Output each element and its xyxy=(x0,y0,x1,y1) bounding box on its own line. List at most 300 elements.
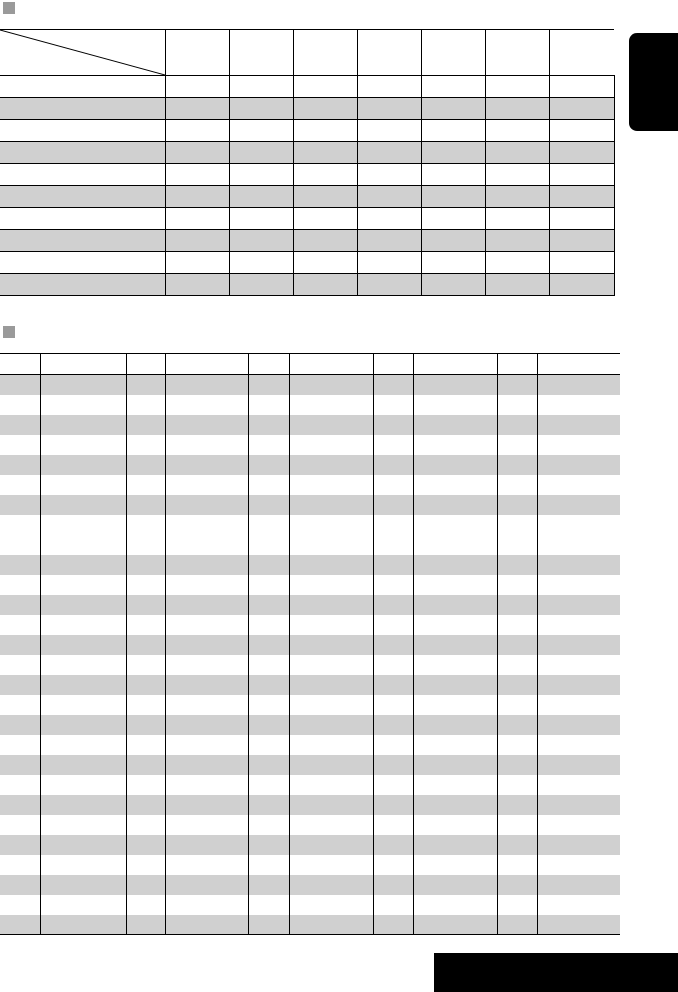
table-2-cell xyxy=(0,815,40,835)
table-2-cell xyxy=(126,435,165,455)
table-2-row xyxy=(0,775,620,795)
table-2-cell xyxy=(126,715,165,735)
table-2-cell xyxy=(289,815,373,835)
table-2-cell xyxy=(289,875,373,895)
table-2-cell xyxy=(165,835,248,855)
table-2-cell xyxy=(126,495,165,515)
table-2-cell xyxy=(248,875,289,895)
table-2-cell xyxy=(126,515,165,555)
table-2-cell xyxy=(40,775,126,795)
table-2-row xyxy=(0,615,620,635)
table-2-cell xyxy=(497,575,537,595)
table-2-cell xyxy=(289,715,373,735)
table-2-cell xyxy=(497,715,537,735)
table-2-cell xyxy=(40,835,126,855)
table-2-cell xyxy=(40,455,126,475)
table-2-cell xyxy=(497,435,537,455)
table-2-cell xyxy=(165,615,248,635)
table-2-cell xyxy=(248,735,289,755)
table-2-cell xyxy=(373,635,413,655)
table-2-cell xyxy=(537,655,620,675)
table-2-cell xyxy=(289,495,373,515)
table-2-row xyxy=(0,595,620,615)
table-2-row xyxy=(0,575,620,595)
table-2-cell xyxy=(0,675,40,695)
table-2-cell xyxy=(165,575,248,595)
table-2-cell xyxy=(126,815,165,835)
table-2-cell xyxy=(413,655,497,675)
table-2-cell xyxy=(165,895,248,915)
table-2-cell xyxy=(0,795,40,815)
table-2-cell xyxy=(537,615,620,635)
table-2-cell xyxy=(413,835,497,855)
table-2-cell xyxy=(165,855,248,875)
table-2-cell xyxy=(373,495,413,515)
table-2-row xyxy=(0,675,620,695)
table-2-cell xyxy=(413,615,497,635)
table-2-cell xyxy=(40,395,126,415)
table-2-cell xyxy=(126,475,165,495)
table-2-cell xyxy=(497,655,537,675)
table-2-cell xyxy=(126,855,165,875)
table-2-cell xyxy=(537,635,620,655)
table-2-cell xyxy=(126,875,165,895)
table-2-row xyxy=(0,655,620,675)
table-2-cell xyxy=(373,755,413,775)
table-2-cell xyxy=(126,735,165,755)
table-2-cell xyxy=(289,395,373,415)
table-1-row xyxy=(0,98,614,120)
table-2-cell xyxy=(0,495,40,515)
table-2-cell xyxy=(40,615,126,635)
table-2-cell xyxy=(537,795,620,815)
table-2-row xyxy=(0,635,620,655)
table-2-cell xyxy=(497,675,537,695)
table-2-cell xyxy=(497,795,537,815)
table-2-cell xyxy=(248,595,289,615)
table-2-row xyxy=(0,475,620,495)
table-2-cell xyxy=(40,495,126,515)
table-2-cell xyxy=(248,455,289,475)
table-2-cell xyxy=(373,555,413,575)
table-2-cell xyxy=(289,575,373,595)
table-2-cell xyxy=(165,815,248,835)
table-2-cell xyxy=(165,475,248,495)
table-2-cell xyxy=(289,475,373,495)
table-2-cell xyxy=(537,455,620,475)
table-2-cell xyxy=(0,635,40,655)
table-2-cell xyxy=(537,735,620,755)
table-2-cell xyxy=(165,875,248,895)
table-2-row xyxy=(0,395,620,415)
table-2-cell xyxy=(497,375,537,395)
table-2-cell xyxy=(248,515,289,555)
table-2-cell xyxy=(0,855,40,875)
table-2-cell xyxy=(0,595,40,615)
table-2-cell xyxy=(40,435,126,455)
table-2-cell xyxy=(248,895,289,915)
table-2-cell xyxy=(413,775,497,795)
table-2-cell xyxy=(413,715,497,735)
table-2-cell xyxy=(537,695,620,715)
table-2-cell xyxy=(40,755,126,775)
table-2-cell xyxy=(40,795,126,815)
table-2-cell xyxy=(497,895,537,915)
table-2-cell xyxy=(497,755,537,775)
table-2-cell xyxy=(165,675,248,695)
table-2-cell xyxy=(40,875,126,895)
table-2-cell xyxy=(413,595,497,615)
table-2-cell xyxy=(373,895,413,915)
table-2-cell xyxy=(40,895,126,915)
table-2-cell xyxy=(413,515,497,555)
table-2-cell xyxy=(373,795,413,815)
table-2-cell xyxy=(497,635,537,655)
table-2-row xyxy=(0,755,620,775)
table-2-cell xyxy=(248,775,289,795)
table-2-cell xyxy=(40,375,126,395)
table-2-cell xyxy=(40,555,126,575)
table-2-cell xyxy=(413,855,497,875)
table-2-cell xyxy=(537,835,620,855)
table-2-cell xyxy=(289,615,373,635)
table-2-cell xyxy=(497,695,537,715)
table-2-cell xyxy=(497,555,537,575)
table-2-cell xyxy=(497,515,537,555)
table-2-cell xyxy=(165,775,248,795)
diagonal-divider xyxy=(0,30,165,75)
table-2-cell xyxy=(289,895,373,915)
table-2-cell xyxy=(413,755,497,775)
table-2-cell xyxy=(126,755,165,775)
table-2-cell xyxy=(537,415,620,435)
table-2-cell xyxy=(0,775,40,795)
table-2-cell xyxy=(248,495,289,515)
table-1-row xyxy=(0,274,614,296)
table-1-row xyxy=(0,120,614,142)
table-2-cell xyxy=(413,475,497,495)
table-2-row xyxy=(0,795,620,815)
table-1-header-cell xyxy=(421,30,485,76)
table-2-cell xyxy=(0,695,40,715)
table-2-cell xyxy=(248,695,289,715)
table-2-row xyxy=(0,875,620,895)
table-2-cell xyxy=(413,895,497,915)
table-2-cell xyxy=(497,735,537,755)
table-2-row xyxy=(0,915,620,935)
table-2-row xyxy=(0,515,620,555)
table-2-cell xyxy=(40,575,126,595)
table-2-cell xyxy=(165,455,248,475)
table-2-cell xyxy=(289,675,373,695)
table-2-cell xyxy=(0,575,40,595)
table-2-cell xyxy=(165,635,248,655)
table-2-cell xyxy=(248,395,289,415)
table-2-row xyxy=(0,495,620,515)
table-2-cell xyxy=(497,415,537,435)
table-2-cell xyxy=(413,555,497,575)
table-2-cell xyxy=(126,575,165,595)
table-2-cell xyxy=(40,475,126,495)
table-1-corner-cell xyxy=(0,30,165,76)
table-2-cell xyxy=(289,435,373,455)
table-2-cell xyxy=(248,715,289,735)
table-1-row xyxy=(0,76,614,98)
table-1-row xyxy=(0,252,614,274)
table-2-cell xyxy=(0,715,40,735)
table-2-row xyxy=(0,695,620,715)
table-2-cell xyxy=(537,575,620,595)
table-2-cell xyxy=(373,855,413,875)
table-2-cell xyxy=(537,755,620,775)
table-2-cell xyxy=(413,695,497,715)
table-1-row xyxy=(0,186,614,208)
table-2-row xyxy=(0,895,620,915)
table-2-cell xyxy=(248,675,289,695)
table-2-cell xyxy=(373,915,413,935)
table-2-cell xyxy=(289,775,373,795)
table-2-cell xyxy=(165,495,248,515)
table-2-cell xyxy=(537,395,620,415)
table-2-cell xyxy=(126,835,165,855)
table-2-cell xyxy=(165,375,248,395)
table-2 xyxy=(0,353,620,935)
table-2-cell xyxy=(165,695,248,715)
table-1-header-cell xyxy=(165,30,229,76)
table-2-cell xyxy=(289,735,373,755)
table-2-cell xyxy=(165,435,248,455)
table-2-cell xyxy=(497,915,537,935)
table-2-cell xyxy=(165,755,248,775)
table-2-cell xyxy=(0,555,40,575)
table-2-cell xyxy=(373,455,413,475)
table-2-row xyxy=(0,375,620,395)
table-2-cell xyxy=(165,395,248,415)
table-2-cell xyxy=(373,815,413,835)
table-2-header-row xyxy=(0,354,620,375)
table-2-cell xyxy=(413,875,497,895)
table-2-cell xyxy=(497,455,537,475)
table-2-cell xyxy=(373,415,413,435)
table-2-cell xyxy=(413,495,497,515)
table-2-cell xyxy=(413,375,497,395)
table-2-cell xyxy=(126,395,165,415)
table-2-cell xyxy=(413,795,497,815)
table-2-cell xyxy=(165,655,248,675)
table-2-cell xyxy=(40,855,126,875)
table-2-cell xyxy=(537,495,620,515)
table-2-row xyxy=(0,855,620,875)
table-2-cell xyxy=(248,755,289,775)
table-2-cell xyxy=(373,575,413,595)
table-2-cell xyxy=(248,555,289,575)
table-2-cell xyxy=(413,395,497,415)
table-2-cell xyxy=(0,835,40,855)
table-2-cell xyxy=(373,835,413,855)
table-2-cell xyxy=(248,415,289,435)
table-1-row xyxy=(0,142,614,164)
table-2-cell xyxy=(0,755,40,775)
table-2-cell xyxy=(40,515,126,555)
table-2-cell xyxy=(165,595,248,615)
table-2-cell xyxy=(289,915,373,935)
table-2-cell xyxy=(0,435,40,455)
table-2-cell xyxy=(537,475,620,495)
table-2-cell xyxy=(289,635,373,655)
table-2-cell xyxy=(248,375,289,395)
table-2-row xyxy=(0,415,620,435)
table-2-cell xyxy=(165,555,248,575)
table-2-cell xyxy=(289,695,373,715)
table-2-cell xyxy=(126,415,165,435)
table-2-cell xyxy=(126,675,165,695)
table-2-cell xyxy=(0,655,40,675)
table-2-cell xyxy=(40,735,126,755)
table-1-header-cell xyxy=(293,30,357,76)
table-2-cell xyxy=(497,815,537,835)
table-2-cell xyxy=(289,555,373,575)
table-2-cell xyxy=(289,415,373,435)
table-2-cell xyxy=(0,515,40,555)
table-2-cell xyxy=(289,595,373,615)
table-2-cell xyxy=(165,795,248,815)
table-2-cell xyxy=(0,875,40,895)
table-2-cell xyxy=(248,635,289,655)
table-2-cell xyxy=(497,775,537,795)
table-2-cell xyxy=(126,375,165,395)
table-2-cell xyxy=(373,595,413,615)
table-2-cell xyxy=(289,455,373,475)
table-1 xyxy=(0,29,615,296)
table-2-cell xyxy=(248,615,289,635)
language-tab xyxy=(629,33,678,131)
table-1-header-row xyxy=(0,30,614,76)
table-2-cell xyxy=(413,455,497,475)
section-marker-2 xyxy=(3,326,15,338)
table-2-cell xyxy=(248,475,289,495)
table-2-cell xyxy=(413,415,497,435)
table-2-row xyxy=(0,555,620,575)
table-2-cell xyxy=(248,575,289,595)
table-2-cell xyxy=(413,575,497,595)
table-2-cell xyxy=(40,635,126,655)
table-2-cell xyxy=(497,875,537,895)
table-2-cell xyxy=(537,875,620,895)
table-2-cell xyxy=(373,435,413,455)
table-2-cell xyxy=(126,455,165,475)
table-2-cell xyxy=(248,835,289,855)
table-2-cell xyxy=(289,855,373,875)
table-2-cell xyxy=(373,775,413,795)
table-2-cell xyxy=(537,435,620,455)
table-2-cell xyxy=(413,435,497,455)
table-2-cell xyxy=(126,795,165,815)
table-2-row xyxy=(0,455,620,475)
table-2-cell xyxy=(165,515,248,555)
table-2-cell xyxy=(373,735,413,755)
table-2-cell xyxy=(373,375,413,395)
table-2-cell xyxy=(248,855,289,875)
table-2-cell xyxy=(289,515,373,555)
table-1-header-cell xyxy=(229,30,293,76)
table-2-cell xyxy=(126,655,165,675)
table-2-cell xyxy=(537,675,620,695)
table-2-cell xyxy=(248,655,289,675)
table-2-cell xyxy=(537,815,620,835)
table-1-header-cell xyxy=(549,30,614,76)
table-2-cell xyxy=(497,855,537,875)
table-2-cell xyxy=(413,735,497,755)
table-2-cell xyxy=(248,795,289,815)
table-2-cell xyxy=(413,635,497,655)
table-2-cell xyxy=(165,415,248,435)
table-2-cell xyxy=(126,695,165,715)
table-2-cell xyxy=(165,735,248,755)
table-1-row xyxy=(0,208,614,230)
table-2-cell xyxy=(40,715,126,735)
table-2-cell xyxy=(289,795,373,815)
table-2-cell xyxy=(0,615,40,635)
table-2-cell xyxy=(126,915,165,935)
table-2-cell xyxy=(40,655,126,675)
section-marker-1 xyxy=(3,2,15,14)
table-2-cell xyxy=(497,835,537,855)
table-2-cell xyxy=(537,515,620,555)
table-2-cell xyxy=(373,615,413,635)
table-2-cell xyxy=(0,395,40,415)
table-2-cell xyxy=(497,475,537,495)
table-2-cell xyxy=(40,695,126,715)
table-1-row xyxy=(0,164,614,186)
table-1-header-cell xyxy=(357,30,421,76)
table-2-cell xyxy=(126,615,165,635)
table-2-cell xyxy=(413,675,497,695)
table-2-cell xyxy=(0,475,40,495)
table-2-cell xyxy=(126,895,165,915)
table-2-cell xyxy=(165,915,248,935)
table-2-cell xyxy=(289,375,373,395)
table-1-header-cell xyxy=(485,30,549,76)
table-2-cell xyxy=(497,495,537,515)
table-2-cell xyxy=(373,475,413,495)
table-2-cell xyxy=(497,615,537,635)
table-2-cell xyxy=(537,895,620,915)
table-2-cell xyxy=(40,595,126,615)
page-footer-bar xyxy=(434,953,678,992)
table-2-cell xyxy=(0,915,40,935)
table-2-cell xyxy=(373,675,413,695)
table-2-cell xyxy=(373,715,413,735)
table-2-row xyxy=(0,435,620,455)
table-2-cell xyxy=(373,695,413,715)
table-2-cell xyxy=(40,675,126,695)
table-2-cell xyxy=(0,375,40,395)
table-2-row xyxy=(0,735,620,755)
table-2-cell xyxy=(126,555,165,575)
table-2-cell xyxy=(537,595,620,615)
table-2-row xyxy=(0,835,620,855)
table-2-cell xyxy=(373,515,413,555)
table-2-cell xyxy=(40,415,126,435)
table-2-cell xyxy=(165,715,248,735)
table-2-cell xyxy=(40,915,126,935)
table-2-cell xyxy=(0,415,40,435)
table-2-cell xyxy=(40,815,126,835)
table-2-cell xyxy=(126,775,165,795)
table-2-cell xyxy=(248,815,289,835)
table-2-cell xyxy=(373,655,413,675)
table-2-cell xyxy=(497,395,537,415)
